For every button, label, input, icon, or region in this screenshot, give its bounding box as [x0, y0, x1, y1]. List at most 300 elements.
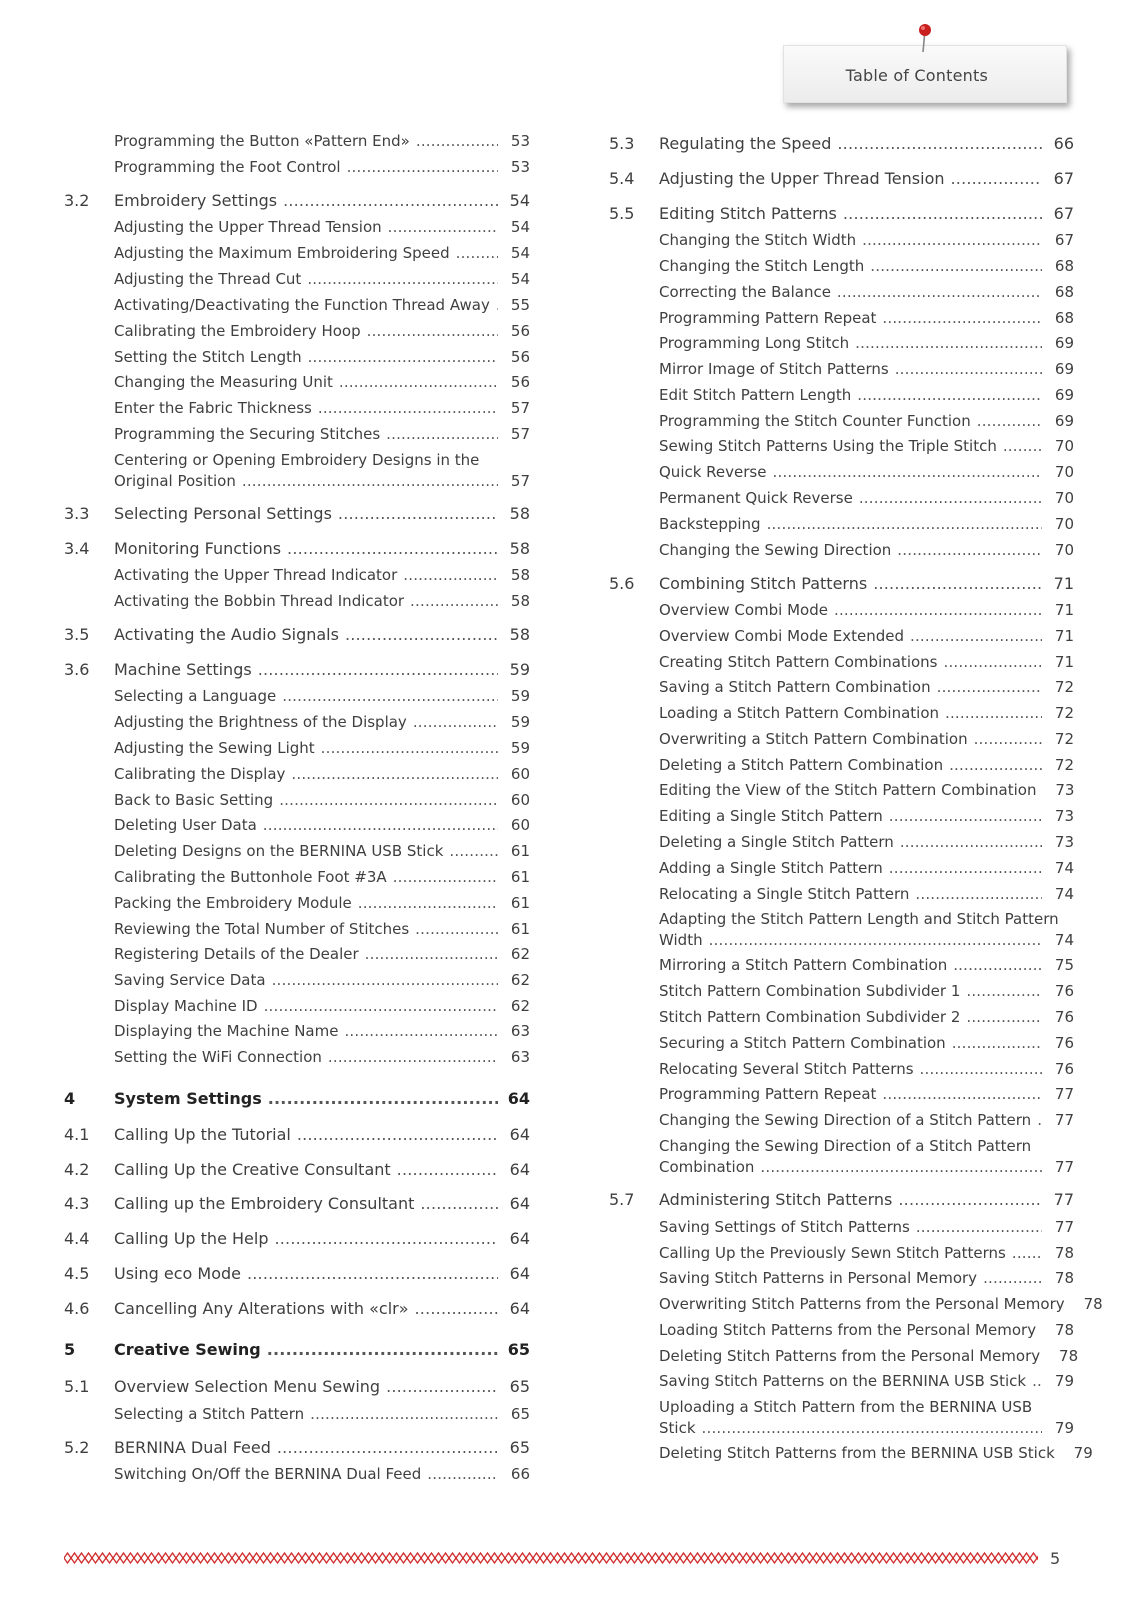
entry-title: Saving a Stitch Pattern Combination — [659, 678, 931, 696]
entry-title: Securing a Stitch Pattern Combination — [659, 1034, 946, 1052]
page-ref: 75 — [1054, 956, 1074, 974]
dot-leader — [415, 1298, 498, 1319]
entry-title: BERNINA Dual Feed — [114, 1438, 271, 1457]
section-number: 5.2 — [64, 1438, 90, 1457]
dot-leader — [397, 1159, 498, 1180]
entry-title: Selecting a Language — [114, 687, 277, 705]
entry-title: Programming Pattern Repeat — [659, 309, 877, 327]
page-ref: 77 — [1054, 1218, 1074, 1236]
section-number: 5.5 — [609, 204, 635, 223]
entry-title: Switching On/Off the BERNINA Dual Feed — [114, 1465, 422, 1483]
page-ref: 61 — [510, 842, 530, 860]
entry-title: Overview Selection Menu Sewing — [114, 1377, 381, 1396]
dot-leader — [873, 573, 1042, 594]
page-ref: 71 — [1053, 574, 1074, 593]
entry-title: Adjusting the Thread Cut — [114, 270, 302, 288]
page-ref: 72 — [1054, 756, 1074, 774]
entry-title: Packing the Embroidery Module — [114, 894, 352, 912]
page-ref: 65 — [507, 1340, 530, 1359]
page-ref: 76 — [1054, 982, 1074, 1000]
page-ref: 65 — [509, 1377, 530, 1396]
entry-title: Activating/Deactivating the Function Thread Away — [114, 296, 490, 314]
page-ref: 61 — [510, 868, 530, 886]
page-ref: 58 — [510, 566, 530, 584]
entry-title: Programming the Stitch Counter Function — [659, 412, 971, 430]
dot-leader — [388, 217, 498, 238]
entry-title-line1: Centering or Opening Embroidery Designs in the — [114, 451, 480, 469]
entry-title: Changing the Sewing Direction — [659, 541, 892, 559]
entry-title: Mirror Image of Stitch Patterns — [659, 360, 889, 378]
entry-title: Relocating a Single Stitch Pattern — [659, 885, 910, 903]
page-ref: 64 — [509, 1194, 530, 1213]
section-number: 4.3 — [64, 1194, 90, 1213]
entry-title-line1: Changing the Sewing Direction of a Stitch Pattern — [659, 1137, 1032, 1155]
dot-leader — [977, 411, 1042, 432]
dot-leader — [889, 858, 1042, 879]
entry-title: Changing the Sewing Direction of a Stitch Pattern — [659, 1111, 1032, 1129]
entry-title: Activating the Upper Thread Indicator — [114, 566, 398, 584]
dot-leader — [277, 1437, 498, 1458]
page-ref: 69 — [1054, 334, 1074, 352]
page-ref: 54 — [510, 218, 530, 236]
dot-leader — [1012, 1243, 1042, 1264]
page-ref: 58 — [510, 592, 530, 610]
dot-leader — [268, 1088, 498, 1109]
page-ref: 74 — [1054, 931, 1074, 949]
page-ref: 77 — [1054, 1085, 1074, 1103]
page-ref: 78 — [1054, 1269, 1074, 1287]
dot-leader — [279, 790, 498, 811]
page-ref: 78 — [1054, 1244, 1074, 1262]
entry-title: Regulating the Speed — [659, 134, 832, 153]
entry-title: Adding a Single Stitch Pattern — [659, 859, 883, 877]
dot-leader — [427, 1464, 498, 1485]
dot-leader — [358, 893, 498, 914]
entry-title: Overwriting Stitch Patterns from the Personal Memory — [659, 1295, 1065, 1313]
dot-leader — [889, 806, 1042, 827]
dot-leader — [897, 540, 1042, 561]
page-ref: 54 — [510, 244, 530, 262]
page-ref: 73 — [1055, 781, 1075, 799]
entry-title: Calibrating the Buttonhole Foot #3A — [114, 868, 387, 886]
dot-leader — [952, 1033, 1042, 1054]
page-ref: 58 — [509, 504, 530, 523]
section-number: 4.4 — [64, 1229, 90, 1248]
entry-title: Deleting User Data — [114, 816, 257, 834]
dot-leader — [882, 1084, 1042, 1105]
dot-leader — [709, 930, 1042, 951]
entry-title: Saving Stitch Patterns in Personal Memory — [659, 1269, 978, 1287]
page-ref: 54 — [509, 191, 530, 210]
page-ref: 73 — [1054, 833, 1074, 851]
entry-title: Relocating Several Stitch Patterns — [659, 1060, 914, 1078]
page-ref: 69 — [1054, 360, 1074, 378]
entry-title: Original Position — [114, 472, 236, 490]
section-number: 4.1 — [64, 1125, 90, 1144]
entry-title: Combination — [659, 1158, 755, 1176]
dot-leader — [287, 538, 498, 559]
dot-leader — [308, 347, 498, 368]
page-ref: 59 — [509, 660, 530, 679]
dot-leader — [365, 944, 498, 965]
entry-title: Edit Stitch Pattern Length — [659, 386, 852, 404]
entry-title: Programming Pattern Repeat — [659, 1085, 877, 1103]
decorative-zigzag-border — [64, 1551, 1038, 1565]
page-ref: 72 — [1054, 730, 1074, 748]
dot-leader — [274, 1228, 498, 1249]
dot-leader — [297, 1124, 498, 1145]
dot-leader — [945, 703, 1042, 724]
entry-title: Calling Up the Previously Sewn Stitch Patterns — [659, 1244, 1006, 1262]
page-ref: 72 — [1054, 704, 1074, 722]
dot-leader — [837, 282, 1042, 303]
dot-leader — [915, 884, 1042, 905]
page-ref: 71 — [1054, 653, 1074, 671]
entry-title: Calibrating the Display — [114, 765, 286, 783]
section-number: 3.6 — [64, 660, 90, 679]
entry-title: Adjusting the Upper Thread Tension — [114, 218, 382, 236]
dot-leader — [834, 600, 1042, 621]
dot-leader — [291, 764, 498, 785]
page-ref: 79 — [1054, 1419, 1074, 1437]
page-ref: 70 — [1054, 437, 1074, 455]
page-ref: 65 — [509, 1438, 530, 1457]
section-number: 4 — [64, 1089, 76, 1108]
page-ref: 53 — [510, 132, 530, 150]
dot-leader — [339, 372, 498, 393]
page-ref: 61 — [510, 920, 530, 938]
entry-title: Creative Sewing — [114, 1340, 261, 1359]
page-ref: 64 — [509, 1229, 530, 1248]
entry-title: Mirroring a Stitch Pattern Combination — [659, 956, 948, 974]
entry-title: Changing the Stitch Width — [659, 231, 857, 249]
dot-leader — [895, 359, 1042, 380]
dot-leader — [264, 996, 498, 1017]
dot-leader — [263, 815, 498, 836]
section-number: 3.2 — [64, 191, 90, 210]
section-number: 3.3 — [64, 504, 90, 523]
page-ref: 61 — [510, 894, 530, 912]
page-ref: 70 — [1054, 489, 1074, 507]
page-ref: 56 — [510, 322, 530, 340]
page-ref: 58 — [509, 625, 530, 644]
section-number: 3.5 — [64, 625, 90, 644]
entry-title: Using eco Mode — [114, 1264, 241, 1283]
section-number: 5.3 — [609, 134, 635, 153]
page-ref: 69 — [1054, 386, 1074, 404]
entry-title: Adjusting the Maximum Embroidering Speed — [114, 244, 450, 262]
page-ref: 67 — [1053, 204, 1074, 223]
entry-title: Selecting Personal Settings — [114, 504, 332, 523]
dot-leader — [772, 462, 1042, 483]
dot-leader — [1003, 436, 1042, 457]
dot-leader — [937, 677, 1042, 698]
dot-leader — [943, 652, 1042, 673]
page-ref: 64 — [509, 1160, 530, 1179]
dot-leader — [416, 131, 498, 152]
page-ref: 67 — [1053, 169, 1074, 188]
page-ref: 65 — [510, 1405, 530, 1423]
dot-leader — [837, 133, 1042, 154]
entry-title: Saving Service Data — [114, 971, 266, 989]
page-ref: 64 — [509, 1299, 530, 1318]
entry-title: Backstepping — [659, 515, 761, 533]
dot-leader — [857, 385, 1042, 406]
section-number: 4.6 — [64, 1299, 90, 1318]
entry-title: Changing the Measuring Unit — [114, 373, 333, 391]
page-ref: 71 — [1054, 601, 1074, 619]
dot-leader — [870, 256, 1042, 277]
page-ref: 64 — [507, 1089, 530, 1108]
entry-title: Deleting a Single Stitch Pattern — [659, 833, 894, 851]
entry-title: Deleting Stitch Patterns from the Personal Memory — [659, 1347, 1041, 1365]
entry-title: Programming the Button «Pattern End» — [114, 132, 410, 150]
page-ref: 56 — [510, 373, 530, 391]
page-ref: 78 — [1059, 1347, 1079, 1365]
entry-title: Adjusting the Brightness of the Display — [114, 713, 407, 731]
page-ref: 62 — [510, 945, 530, 963]
dot-leader — [855, 333, 1042, 354]
entry-title: Calling Up the Creative Consultant — [114, 1160, 391, 1179]
entry-title: Activating the Bobbin Thread Indicator — [114, 592, 405, 610]
entry-title: Width — [659, 931, 703, 949]
dot-leader — [367, 321, 498, 342]
entry-title: Embroidery Settings — [114, 191, 278, 210]
dot-leader — [900, 832, 1042, 853]
entry-title: Permanent Quick Reverse — [659, 489, 853, 507]
entry-title: Programming the Securing Stitches — [114, 425, 381, 443]
dot-leader — [420, 1193, 498, 1214]
dot-leader — [449, 841, 498, 862]
page-ref: 57 — [510, 425, 530, 443]
dot-leader — [882, 308, 1042, 329]
page-ref: 57 — [510, 399, 530, 417]
dot-leader — [456, 243, 498, 264]
entry-title: Calling Up the Help — [114, 1229, 269, 1248]
page-ref: 55 — [510, 296, 530, 314]
entry-title: Loading Stitch Patterns from the Personal Memory — [659, 1321, 1037, 1339]
dot-leader — [413, 712, 498, 733]
section-number: 3.4 — [64, 539, 90, 558]
entry-title: Loading a Stitch Pattern Combination — [659, 704, 939, 722]
entry-title: Saving Settings of Stitch Patterns — [659, 1218, 910, 1236]
page-ref: 54 — [510, 270, 530, 288]
dot-leader — [949, 755, 1042, 776]
entry-title: Quick Reverse — [659, 463, 767, 481]
page-ref: 59 — [510, 739, 530, 757]
entry-title: Deleting a Stitch Pattern Combination — [659, 756, 944, 774]
entry-title: Saving Stitch Patterns on the BERNINA USB Stick — [659, 1372, 1027, 1390]
entry-title: Calibrating the Embroidery Hoop — [114, 322, 361, 340]
entry-title: Registering Details of the Dealer — [114, 945, 359, 963]
section-title: Table of Contents — [845, 66, 988, 85]
entry-title: Setting the Stitch Length — [114, 348, 302, 366]
entry-title: Editing Stitch Patterns — [659, 204, 837, 223]
page-ref: 67 — [1054, 231, 1074, 249]
page-ref: 79 — [1073, 1444, 1093, 1462]
page-ref: 68 — [1054, 309, 1074, 327]
page-ref: 60 — [510, 816, 530, 834]
section-number: 5.6 — [609, 574, 635, 593]
dot-leader — [1037, 1110, 1042, 1131]
entry-title: Calling Up the Tutorial — [114, 1125, 291, 1144]
page-number: 5 — [1050, 1549, 1061, 1568]
page-ref: 53 — [510, 158, 530, 176]
entry-title: Selecting a Stitch Pattern — [114, 1405, 305, 1423]
entry-title: Sewing Stitch Patterns Using the Triple Stitch — [659, 437, 997, 455]
section-number: 4.2 — [64, 1160, 90, 1179]
dot-leader — [283, 190, 498, 211]
entry-title: Setting the WiFi Connection — [114, 1048, 322, 1066]
entry-title: Overwriting a Stitch Pattern Combination — [659, 730, 968, 748]
section-number: 5.4 — [609, 169, 635, 188]
page-ref: 64 — [509, 1125, 530, 1144]
entry-title: Programming the Foot Control — [114, 158, 341, 176]
page-ref: 63 — [510, 1048, 530, 1066]
dot-leader — [307, 269, 498, 290]
dot-leader — [916, 1217, 1042, 1238]
dot-leader — [966, 1007, 1042, 1028]
entry-title: Editing a Single Stitch Pattern — [659, 807, 883, 825]
page-ref: 56 — [510, 348, 530, 366]
dot-leader — [496, 295, 498, 316]
dot-leader — [974, 729, 1042, 750]
dot-leader — [898, 1189, 1042, 1210]
page-ref: 60 — [510, 765, 530, 783]
dot-leader — [242, 471, 498, 492]
page-ref: 73 — [1054, 807, 1074, 825]
page-ref: 70 — [1054, 463, 1074, 481]
dot-leader — [318, 398, 498, 419]
dot-leader — [410, 591, 498, 612]
dot-leader — [247, 1263, 498, 1284]
entry-title: Stick — [659, 1419, 696, 1437]
dot-leader — [415, 919, 498, 940]
entry-title: Changing the Stitch Length — [659, 257, 865, 275]
entry-title: Creating Stitch Pattern Combinations — [659, 653, 938, 671]
page-ref: 74 — [1054, 885, 1074, 903]
entry-title: Back to Basic Setting — [114, 791, 274, 809]
entry-title: Administering Stitch Patterns — [659, 1190, 893, 1209]
entry-title-line1: Uploading a Stitch Pattern from the BERNINA USB — [659, 1398, 1033, 1416]
dot-leader — [951, 168, 1043, 189]
dot-leader — [1032, 1371, 1042, 1392]
page-ref: 74 — [1054, 859, 1074, 877]
entry-title: Reviewing the Total Number of Stitches — [114, 920, 410, 938]
entry-title-line1: Adapting the Stitch Pattern Length and Stitch Pattern — [659, 910, 1059, 928]
entry-title: Programming Long Stitch — [659, 334, 850, 352]
page-ref: 76 — [1054, 1060, 1074, 1078]
entry-title: Deleting Stitch Patterns from the BERNINA USB Stick — [659, 1444, 1055, 1462]
page-ref: 69 — [1054, 412, 1074, 430]
dot-leader — [843, 203, 1042, 224]
dot-leader — [258, 659, 498, 680]
dot-leader — [966, 981, 1042, 1002]
entry-title: Adjusting the Upper Thread Tension — [659, 169, 945, 188]
entry-title: Deleting Designs on the BERNINA USB Stick — [114, 842, 444, 860]
dot-leader — [328, 1047, 498, 1068]
dot-leader — [282, 686, 498, 707]
dot-leader — [862, 230, 1042, 251]
page-ref: 72 — [1054, 678, 1074, 696]
dot-leader — [344, 1021, 498, 1042]
page-ref: 70 — [1054, 515, 1074, 533]
dot-leader — [953, 955, 1042, 976]
entry-title: Stitch Pattern Combination Subdivider 2 — [659, 1008, 961, 1026]
page-ref: 77 — [1054, 1111, 1074, 1129]
entry-title: Stitch Pattern Combination Subdivider 1 — [659, 982, 961, 1000]
dot-leader — [345, 624, 498, 645]
dot-leader — [702, 1418, 1042, 1439]
entry-title: Adjusting the Sewing Light — [114, 739, 315, 757]
entry-title: Correcting the Balance — [659, 283, 831, 301]
page-ref: 58 — [509, 539, 530, 558]
pushpin-icon — [917, 22, 947, 56]
page-ref: 60 — [510, 791, 530, 809]
dot-leader — [393, 867, 498, 888]
page-ref: 66 — [510, 1465, 530, 1483]
page-ref: 59 — [510, 713, 530, 731]
page-ref: 78 — [1054, 1321, 1075, 1339]
page-ref: 79 — [1054, 1372, 1074, 1390]
dot-leader — [347, 157, 498, 178]
dot-leader — [403, 565, 498, 586]
page-ref: 78 — [1083, 1295, 1103, 1313]
dot-leader — [386, 1376, 498, 1397]
page-ref: 68 — [1054, 283, 1074, 301]
entry-title: Combining Stitch Patterns — [659, 574, 868, 593]
entry-title: Machine Settings — [114, 660, 252, 679]
page-ref: 76 — [1054, 1034, 1074, 1052]
section-number: 5 — [64, 1340, 76, 1359]
entry-title: Activating the Audio Signals — [114, 625, 339, 644]
entry-title: Overview Combi Mode Extended — [659, 627, 904, 645]
page-ref: 63 — [510, 1022, 530, 1040]
dot-leader — [321, 738, 498, 759]
entry-title: Editing the View of the Stitch Pattern Combination — [659, 781, 1037, 799]
dot-leader — [338, 503, 498, 524]
entry-title: Display Machine ID — [114, 997, 258, 1015]
entry-title: Enter the Fabric Thickness — [114, 399, 312, 417]
section-number: 5.1 — [64, 1377, 90, 1396]
page-ref: 76 — [1054, 1008, 1074, 1026]
page-ref: 77 — [1053, 1190, 1074, 1209]
page-ref: 57 — [510, 472, 530, 490]
entry-title: Calling up the Embroidery Consultant — [114, 1194, 415, 1213]
page-ref: 59 — [510, 687, 530, 705]
dot-leader — [386, 424, 498, 445]
section-number: 5.7 — [609, 1190, 635, 1209]
page-ref: 71 — [1054, 627, 1074, 645]
dot-leader — [910, 626, 1042, 647]
page-ref: 62 — [510, 971, 530, 989]
dot-leader — [310, 1404, 498, 1425]
page-ref: 68 — [1054, 257, 1074, 275]
dot-leader — [983, 1268, 1042, 1289]
dot-leader — [767, 514, 1042, 535]
dot-leader — [920, 1059, 1042, 1080]
entry-title: Monitoring Functions — [114, 539, 282, 558]
entry-title: Cancelling Any Alterations with «clr» — [114, 1299, 409, 1318]
entry-title: Overview Combi Mode — [659, 601, 828, 619]
entry-title: System Settings — [114, 1089, 262, 1108]
dot-leader — [272, 970, 498, 991]
dot-leader — [267, 1339, 498, 1360]
page-ref: 66 — [1053, 134, 1074, 153]
page-ref: 70 — [1054, 541, 1074, 559]
page-ref: 77 — [1054, 1158, 1074, 1176]
page-ref: 64 — [509, 1264, 530, 1283]
